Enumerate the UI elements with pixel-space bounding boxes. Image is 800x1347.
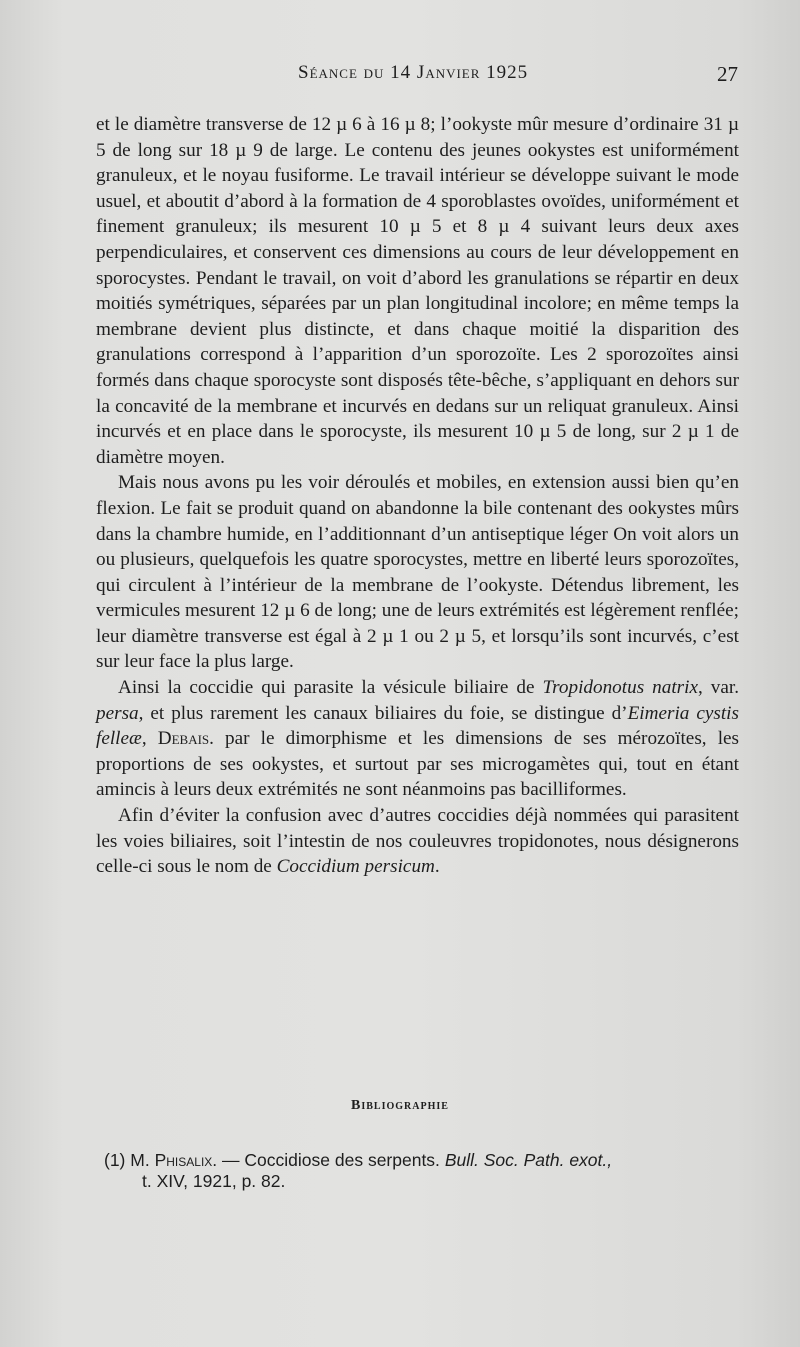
- author-name: Phisalix.: [154, 1150, 218, 1170]
- paragraph-1: et le diamètre transverse de 12 µ 6 à 16 µ 8; l’ookyste mûr mesure d’ordinaire 31 µ 5 de long sur 18 µ 9 de large. Le contenu des jeunes ookystes est uniformément granuleux, et le noyau fusiforme. Le travail intérieur se développe suivant le mode usuel, et aboutit d’abord à la formation de 4 sporoblastes ovoïdes, uniformément et finement granuleux; ils mesurent 10 µ 5 et 8 µ 4 suivant leurs deux axes perpendiculaires, et conservent ces dimensions au cours de leur développement en sporocystes. Pendant le travail, on voit d’abord les granulations se répartir en deux moitiés symétriques, séparées par un plan longitudinal incolore; en même temps la membrane devient plus distincte, et dans chaque moitié la disparition des granulations correspond à l’apparition d’un sporozoïte. Les 2 sporozoïtes ainsi formés dans chaque sporocyste sont disposés tête-bêche, s’appliquant en dehors sur la concavité de la membrane et incurvés en dedans sur un reliquat granuleux. Ainsi incurvés et en place dans le sporocyste, ils mesurent 10 µ 5 de long, sur 2 µ 1 de diamètre moyen.: [96, 114, 739, 468]
- running-head: [0, 62, 800, 92]
- paragraph-2: Mais nous avons pu les voir déroulés et mobiles, en extension aussi bien qu’en flexion. Le fait se produit quand on abandonne la bile contenant des ookystes mûrs dans la chambre humide, en l’additionnant d’un antiseptique léger On voit alors un ou plusieurs, quelquefois les quatre sporocystes, mettre en liberté leurs sporozoïtes, qui circulent à l’intérieur de la membrane de l’ookyste. Détendus librement, les vermicules mesurent 12 µ 6 de long; une de leurs extrémités est légèrement renflée; leur diamètre transverse est égal à 2 µ 1 ou 2 µ 5, et lorsqu’ils sont incurvés, c’est sur leur face la plus large.: [96, 472, 739, 673]
- paragraph-3-text-b: , var.: [697, 677, 739, 699]
- paragraph-4: [96, 803, 739, 880]
- body-text: [96, 112, 739, 880]
- species-name-tropidonotus: Tropidonotus natrix: [542, 677, 698, 699]
- paragraph-3-text-c: , et plus rarement les canaux biliaires du foie, se distingue d’: [138, 702, 628, 724]
- bibliography-entry-line-1: [104, 1150, 744, 1171]
- species-name-eimeria: Eimeria cystis felleæ: [96, 702, 739, 750]
- author-initial: M.: [130, 1150, 150, 1170]
- em-dash: —: [222, 1150, 240, 1170]
- page-number: 27: [717, 62, 738, 86]
- article-title: Coccidiose des serpents.: [244, 1150, 440, 1170]
- bibliography-heading: Bibliographie: [351, 1098, 449, 1113]
- bibliography-entry-line-2: t. XIV, 1921, p. 82.: [142, 1171, 286, 1191]
- paragraph-3: [96, 675, 739, 803]
- paragraph-3-text-d: ,: [141, 728, 158, 750]
- paragraph-4-text-a: Afin d’éviter la confusion avec d’autres coccidies déjà nommées qui parasitent les voies biliaires, soit l’intestin de nos couleuvres tropidonotes, nous désignerons celle-ci sous le nom de: [96, 805, 739, 878]
- running-title: Séance du 14 Janvier 1925: [298, 62, 529, 83]
- paragraph-3-text-e: . par le dimorphisme et les dimensions de ses mérozoïtes, les proportions de ses ookystes, et surtout par ses microgamètes qui, tout en étant amincis à leurs deux extrémités ne sont néanmoins pas bacilliformes.: [96, 728, 740, 801]
- variety-name-persa: persa: [96, 702, 139, 724]
- entry-number: (1): [104, 1150, 126, 1170]
- journal-name: Bull. Soc. Path. exot.,: [444, 1150, 613, 1170]
- species-name-coccidium: Coccidium persicum: [276, 856, 435, 878]
- paragraph-4-text-b: .: [434, 856, 440, 878]
- bibliography-entry: [104, 1150, 744, 1192]
- paragraph-3-text-a: Ainsi la coccidie qui parasite la vésicule biliaire de: [118, 677, 543, 699]
- author-debais: Debais: [157, 728, 210, 750]
